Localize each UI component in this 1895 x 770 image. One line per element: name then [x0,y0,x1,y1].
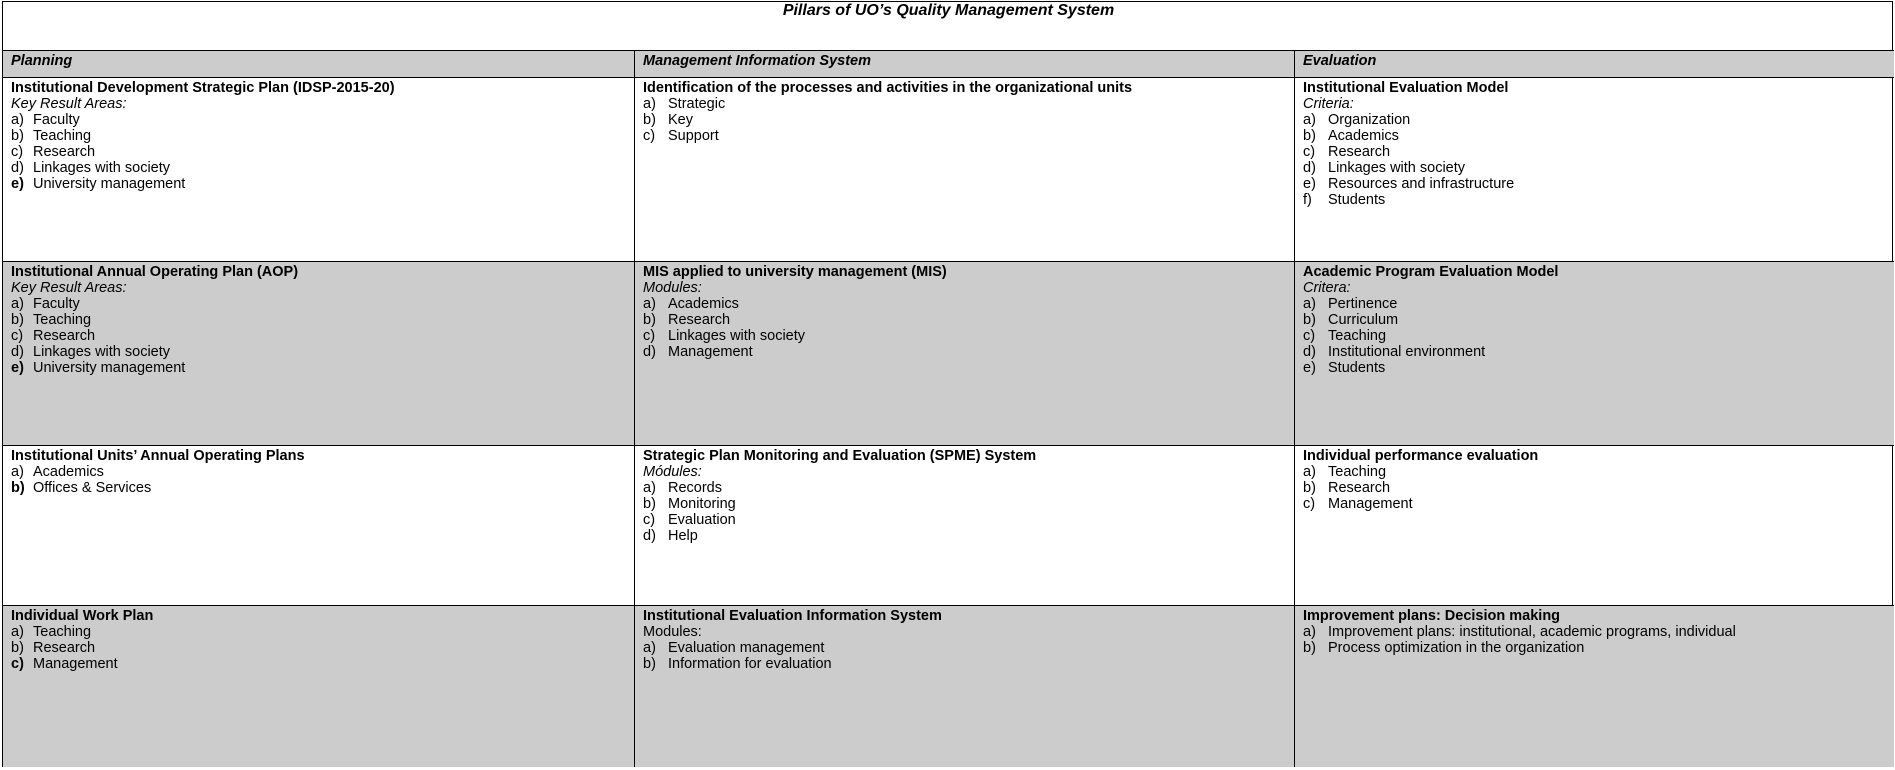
cell-title: Individual performance evaluation [1303,448,1539,464]
list-item-text: Institutional environment [1328,344,1486,360]
list-item-text: Improvement plans: institutional, academic programs, individual [1328,624,1736,640]
list-marker: d) [11,344,24,360]
cell-subtitle: Criteria: [1303,96,1354,112]
list-item [11,176,626,192]
list-marker: a) [1303,624,1316,640]
list-item [11,144,626,160]
list-marker: b) [11,640,24,656]
cell-subtitle: Key Result Areas: [11,96,127,112]
list-item-text: Curriculum [1328,312,1399,328]
list-marker: c) [643,128,656,144]
list-item [1303,496,1886,512]
list-item-text: Process optimization in the organization [1328,640,1585,656]
cell-subtitle: Critera: [1303,280,1351,296]
list-item [11,296,626,312]
cell-title: Institutional Evaluation Information System [643,608,942,624]
list-item [1303,624,1886,640]
cell-title: Academic Program Evaluation Model [1303,264,1559,280]
list-marker: b) [11,312,24,328]
list-marker: d) [643,528,656,544]
list-marker: a) [1303,296,1316,312]
list-item-text: Linkages with society [1328,160,1466,176]
list-item [1303,128,1886,144]
table-cell-planning-row-1 [3,78,635,262]
list-item [11,112,626,128]
list-item-text: Pertinence [1328,296,1398,312]
table-cell-planning-row-3 [3,446,635,606]
list-item-text: Linkages with society [668,328,806,344]
list-marker: b) [11,480,25,496]
list-item [1303,480,1886,496]
list-item-text: Academics [33,464,104,480]
list-item [11,656,626,672]
list-item [1303,176,1886,192]
list-item [643,296,1286,312]
list-item [11,328,626,344]
list-item [1303,640,1886,656]
list-marker: a) [11,624,24,640]
list-marker: c) [11,144,24,160]
list-item-text: Management [1328,496,1413,512]
list-item [11,624,626,640]
list-marker: a) [1303,112,1316,128]
list-marker: d) [11,160,24,176]
list-marker: c) [643,328,656,344]
list-item [11,344,626,360]
list-item-text: Support [668,128,719,144]
cell-title: Institutional Annual Operating Plan (AOP) [11,264,299,280]
table-cell-mis-row-2 [635,262,1295,446]
list-marker: f) [1303,192,1312,208]
list-item-text: Strategic [668,96,726,112]
list-item-text: Records [668,480,722,496]
cell-subtitle: Modules: [643,624,702,640]
list-item-text: Teaching [33,312,92,328]
list-item [1303,360,1886,376]
list-item [643,512,1286,528]
list-item [11,360,626,376]
list-item-text: Evaluation management [668,640,825,656]
list-item [1303,112,1886,128]
list-marker: c) [1303,144,1316,160]
list-item-text: Linkages with society [33,160,171,176]
cell-title: Institutional Units’ Annual Operating Plans [11,448,305,464]
column-header-evaluation: Evaluation [1295,51,1894,78]
column-header-mis: Management Information System [635,51,1295,78]
list-item [11,128,626,144]
list-marker: b) [1303,128,1316,144]
cell-subtitle: Key Result Areas: [11,280,127,296]
list-item [11,312,626,328]
list-item-text: Faculty [33,112,80,128]
table-cell-evaluation-row-2 [1295,262,1894,446]
list-item [1303,464,1886,480]
list-item [643,112,1286,128]
list-item-text: Teaching [1328,464,1387,480]
list-item-text: Research [33,328,96,344]
cell-title: Institutional Evaluation Model [1303,80,1509,96]
list-marker: a) [643,480,656,496]
list-marker: e) [11,176,24,192]
list-marker: b) [643,656,656,672]
quality-pillars-table [2,1,1893,767]
cell-subtitle: Módules: [643,464,702,480]
list-marker: d) [1303,160,1316,176]
list-item [643,312,1286,328]
list-item [11,160,626,176]
list-marker: b) [1303,640,1316,656]
list-item-text: Teaching [33,128,92,144]
list-marker: a) [11,112,24,128]
table-cell-mis-row-4 [635,606,1295,767]
list-item-text: University management [33,176,186,192]
list-item [643,344,1286,360]
list-marker: a) [643,640,656,656]
list-item [643,640,1286,656]
list-item-text: Management [668,344,753,360]
list-marker: c) [643,512,656,528]
column-header-planning: Planning [3,51,635,78]
list-item-text: Information for evaluation [668,656,832,672]
table-cell-evaluation-row-4 [1295,606,1894,767]
table-cell-mis-row-1 [635,78,1295,262]
list-item [1303,296,1886,312]
list-item [1303,160,1886,176]
cell-subtitle: Modules: [643,280,702,296]
list-marker: b) [643,312,656,328]
list-item-text: Research [1328,480,1391,496]
list-item [1303,344,1886,360]
list-marker: c) [11,328,24,344]
cell-title: MIS applied to university management (MIS) [643,264,947,280]
list-marker: a) [11,464,24,480]
list-item [643,528,1286,544]
list-item [643,328,1286,344]
table-cell-planning-row-2 [3,262,635,446]
list-marker: c) [1303,496,1316,512]
list-item [643,496,1286,512]
cell-title: Improvement plans: Decision making [1303,608,1561,624]
list-item-text: Students [1328,360,1386,376]
list-item-text: Research [33,144,96,160]
table-cell-planning-row-4 [3,606,635,767]
list-marker: b) [643,496,656,512]
list-item-text: Key [668,112,693,128]
list-item [1303,328,1886,344]
list-item [643,96,1286,112]
list-item-text: Linkages with society [33,344,171,360]
table-cell-evaluation-row-1 [1295,78,1894,262]
list-item-text: Research [668,312,731,328]
list-item-text: Teaching [33,624,92,640]
list-item [643,480,1286,496]
list-marker: b) [11,128,24,144]
list-marker: e) [11,360,24,376]
list-item-text: Faculty [33,296,80,312]
list-item [1303,192,1886,208]
table-cell-mis-row-3 [635,446,1295,606]
list-marker: a) [1303,464,1316,480]
list-marker: b) [643,112,656,128]
list-item-text: Evaluation [668,512,736,528]
list-item-text: Help [668,528,698,544]
list-marker: c) [1303,328,1316,344]
list-item-text: Organization [1328,112,1411,128]
list-item-text: Teaching [1328,328,1387,344]
list-marker: a) [11,296,24,312]
list-marker: e) [1303,176,1316,192]
list-marker: d) [643,344,656,360]
list-item-text: Academics [668,296,739,312]
cell-title: Institutional Development Strategic Plan (IDSP-2015-20) [11,80,395,96]
list-item-text: Offices & Services [33,480,152,496]
list-marker: a) [643,296,656,312]
list-item-text: Students [1328,192,1386,208]
list-marker: e) [1303,360,1316,376]
list-item [643,128,1286,144]
list-item [11,480,626,496]
list-marker: b) [1303,312,1316,328]
list-item-text: Academics [1328,128,1399,144]
list-marker: a) [643,96,656,112]
list-item [11,464,626,480]
cell-title: Strategic Plan Monitoring and Evaluation (SPME) System [643,448,1037,464]
list-item-text: Monitoring [668,496,736,512]
cell-title: Individual Work Plan [11,608,154,624]
list-item [1303,312,1886,328]
list-marker: c) [11,656,24,672]
list-marker: d) [1303,344,1316,360]
list-item-text: Research [33,640,96,656]
cell-title: Identification of the processes and activities in the organizational units [643,80,1133,96]
list-item-text: Resources and infrastructure [1328,176,1515,192]
list-item [643,656,1286,672]
table-cell-evaluation-row-3 [1295,446,1894,606]
list-item-text: Management [33,656,118,672]
list-item [1303,144,1886,160]
list-item-text: University management [33,360,186,376]
table-title: Pillars of UO’s Quality Management System [3,2,1894,51]
list-marker: b) [1303,480,1316,496]
list-item-text: Research [1328,144,1391,160]
list-item [11,640,626,656]
